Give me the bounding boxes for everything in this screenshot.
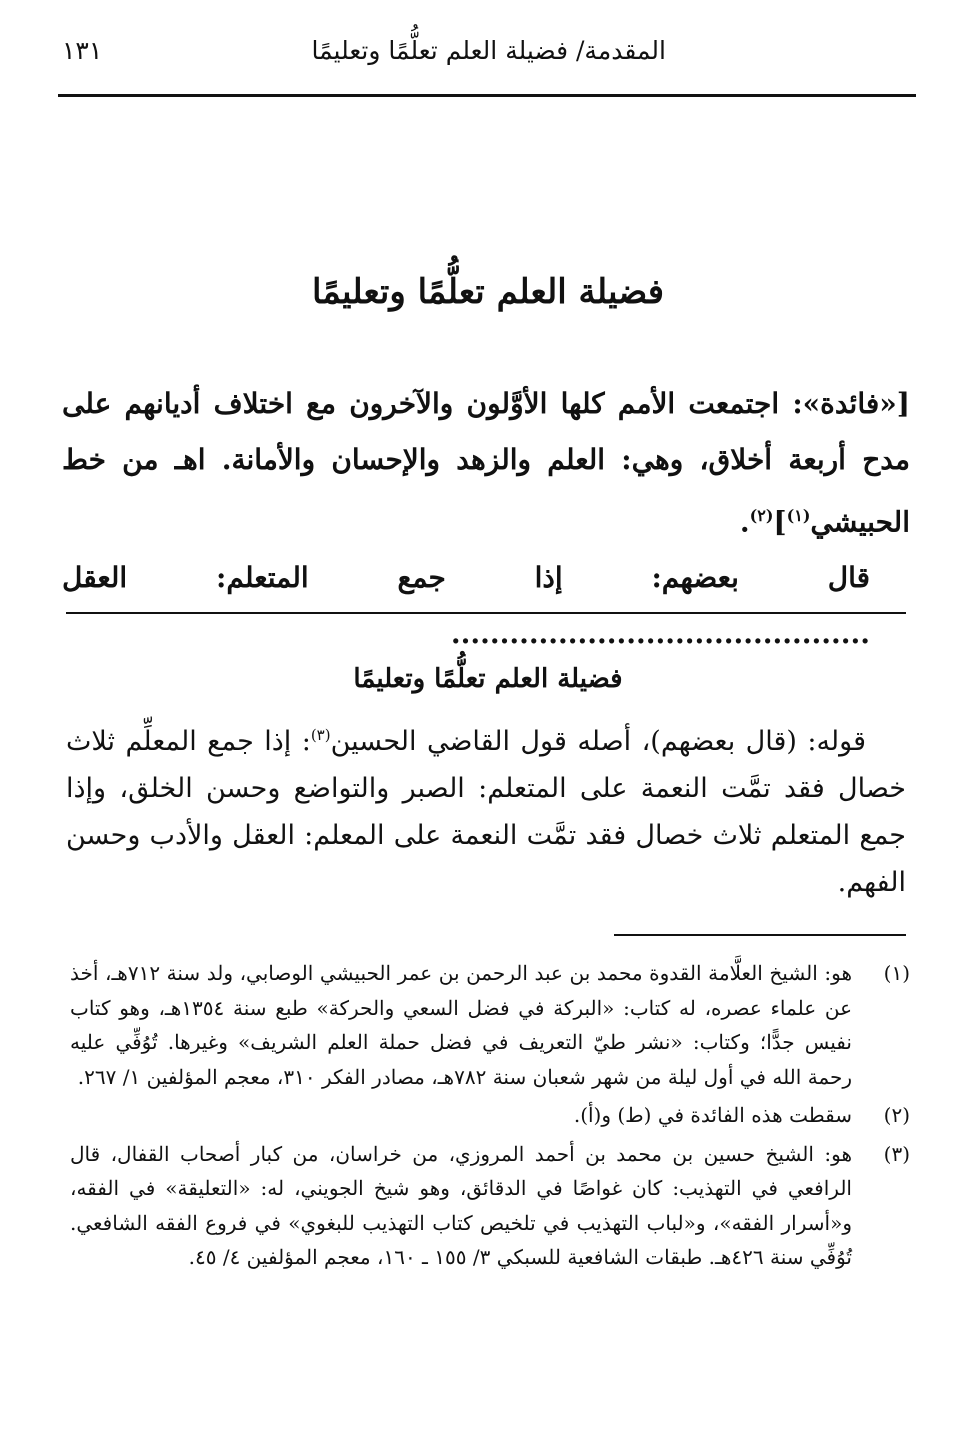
fa-ida-paragraph xyxy=(62,376,910,550)
qala-text: قال بعضهم: إذا جمع المتعلم: العقل xyxy=(62,561,870,595)
fa-ida-close-bracket: ] xyxy=(773,505,787,539)
fa-ida-text: [«فائدة»: اجتمعت الأمم كلها الأوَّلون والآخرون مع اختلاف أديانهم على مدح أربعة أخلاق، وهي: العلم والزهد والإحسان والأمانة. اهـ من خط الحبيشي xyxy=(62,387,911,539)
fa-ida-end: . xyxy=(739,505,750,539)
page-header xyxy=(62,36,916,76)
page-number: ١٣١ xyxy=(62,36,103,65)
footnote-ref-1[interactable]: (١) xyxy=(786,506,811,525)
footnotes xyxy=(70,956,910,1279)
sharh-paragraph xyxy=(66,712,906,906)
running-title: المقدمة/ فضيلة العلم تعلُّمًا وتعليمًا xyxy=(311,36,666,65)
matn-sharh-separator xyxy=(66,612,906,614)
footnote-ref-3[interactable]: (٣) xyxy=(310,726,331,744)
footnote-number: (٢) xyxy=(883,1103,910,1127)
footnote-number: (١) xyxy=(883,961,910,985)
footnote-3 xyxy=(70,1137,910,1275)
header-rule xyxy=(58,94,916,97)
sharh-text xyxy=(66,712,906,906)
ellipsis-dots: ........................................... xyxy=(450,617,870,651)
footnote-number: (٣) xyxy=(883,1141,910,1166)
footnote-1 xyxy=(70,956,910,1094)
footnote-text: هو: الشيخ حسين بن محمد بن أحمد المروزي، من خراسان، من كبار أصحاب القفال، قال الرافعي في التهذيب: كان غواصًا في الدقائق، وهو شيخ الجويني، له: «التعليقة» في الفقه، و«أسرار الفقه»، و«لباب التهذيب في تلخيص كتاب التهذيب للبغوي» في فروع الفقه الشافعي. تُوُفِّي سنة ٤٢٦هـ. طبقات الشافعية للسبكي ٣/ ١٥٥ ـ ١٦٠، معجم المؤلفين ٤/ ٤٥. xyxy=(70,1141,852,1269)
sharh-title: فضيلة العلم تعلُّمًا وتعليمًا xyxy=(353,664,623,694)
matn-text xyxy=(62,376,910,662)
footnote-ref-2[interactable]: (٢) xyxy=(749,506,774,525)
footnote-2 xyxy=(70,1098,910,1133)
footnote-text: هو: الشيخ العلَّامة القدوة محمد بن عبد الرحمن بن عمر الحبيشي الوصابي، ولد سنة ٧١٢هـ، أخذ عن علماء عصره، له كتاب: «البركة في فضل السعي والحركة» طبع سنة ١٣٥٤هـ، وهو كتاب نفيس جدًّا؛ وكتاب: «نشر طيّ التعريف في فضل حملة العلم الشريف» وغيرها. تُوُفِّي عليه رحمة الله في أول ليلة من شهر شعبان سنة ٧٨٢هـ، مصادر الفكر ٣١٠، معجم المؤلفين ١/ ٢٦٧. xyxy=(70,961,853,1089)
footnote-text: سقطت هذه الفائدة في (ط) و(أ). xyxy=(573,1103,852,1127)
footnote-rule xyxy=(614,934,906,936)
main-title: فضيلة العلم تعلُّمًا وتعليمًا xyxy=(311,272,665,312)
sharh-part-2: : إذا جمع المعلِّم ثلاث خصال فقد تمَّت النعمة على المتعلم: الصبر والتواضع وحسن الخلق، وإذا جمع المتعلم ثلاث خصال فقد تمَّت النعمة على المعلم: العقل والأدب وحسن الفهم. xyxy=(66,726,906,898)
sharh-part-1: قوله: (قال بعضهم)، أصله قول القاضي الحسين xyxy=(330,726,866,757)
qala-paragraph xyxy=(62,550,910,662)
